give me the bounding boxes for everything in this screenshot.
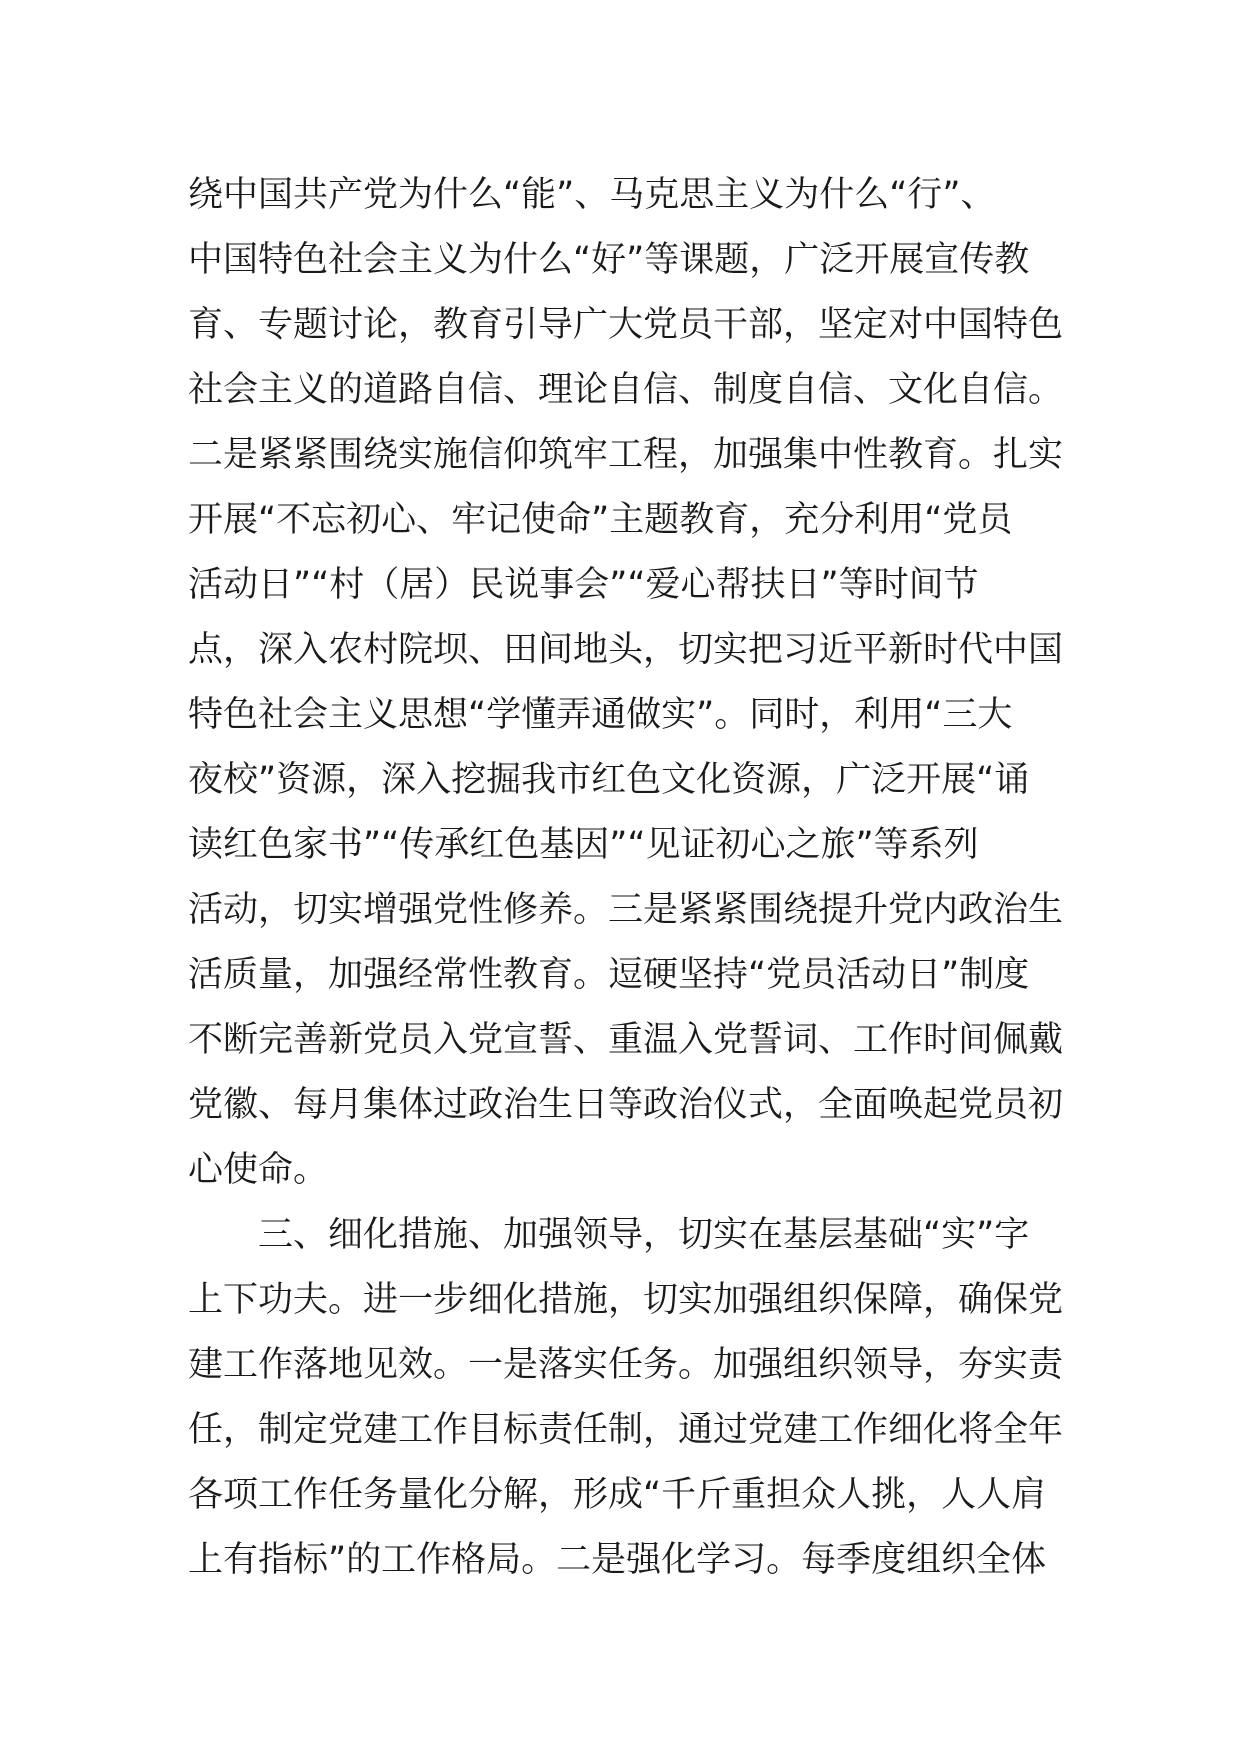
text-line: 读红色家书”“传承红色基因”“见证初心之旅”等系列: [188, 825, 979, 865]
text-line: 各项工作任务量化分解，形成“千斤重担众人挑，人人肩: [188, 1475, 1047, 1515]
text-line: 绕中国共产党为什么“能”、马克思主义为什么“行”、: [188, 175, 996, 215]
text-line: 上下功夫。进一步细化措施，切实加强组织保障，确保党: [188, 1280, 1064, 1320]
section-heading-line: 三、细化措施、加强领导，切实在基层基础“实”字: [258, 1215, 1030, 1255]
text-line: 中国特色社会主义为什么“好”等课题，广泛开展宣传教: [188, 240, 1030, 280]
text-line: 任，制定党建工作目标责任制，通过党建工作细化将全年: [188, 1410, 1064, 1450]
text-line: 心使命。: [188, 1150, 329, 1190]
text-line: 夜校”资源，深入挖掘我市红色文化资源，广泛开展“诵: [188, 760, 1030, 800]
text-line: 上有指标”的工作格局。二是强化学习。每季度组织全体: [188, 1540, 1047, 1580]
text-line: 活动，切实增强党性修养。三是紧紧围绕提升党内政治生: [188, 890, 1064, 930]
text-line: 开展“不忘初心、牢记使命”主题教育，充分利用“党员: [188, 500, 1013, 540]
body-text: [188, 163, 1064, 1593]
text-line: 社会主义的道路自信、理论自信、制度自信、文化自信。: [188, 370, 1064, 410]
text-line: 点，深入农村院坝、田间地头，切实把习近平新时代中国: [188, 630, 1064, 670]
text-line: 不断完善新党员入党宣誓、重温入党誓词、工作时间佩戴: [188, 1020, 1064, 1060]
text-line: 党徽、每月集体过政治生日等政治仪式，全面唤起党员初: [188, 1085, 1064, 1125]
text-line: 建工作落地见效。一是落实任务。加强组织领导，夯实责: [188, 1345, 1064, 1385]
text-line: 活质量，加强经常性教育。逗硬坚持“党员活动日”制度: [188, 955, 1030, 995]
text-line: 活动日”“村（居）民说事会”“爱心帮扶日”等时间节: [188, 565, 979, 605]
text-line: 育、专题讨论，教育引导广大党员干部，坚定对中国特色: [188, 305, 1064, 345]
text-line: 特色社会主义思想“学懂弄通做实”。同时，利用“三大: [188, 695, 1013, 735]
text-line: 二是紧紧围绕实施信仰筑牢工程，加强集中性教育。扎实: [188, 435, 1064, 475]
